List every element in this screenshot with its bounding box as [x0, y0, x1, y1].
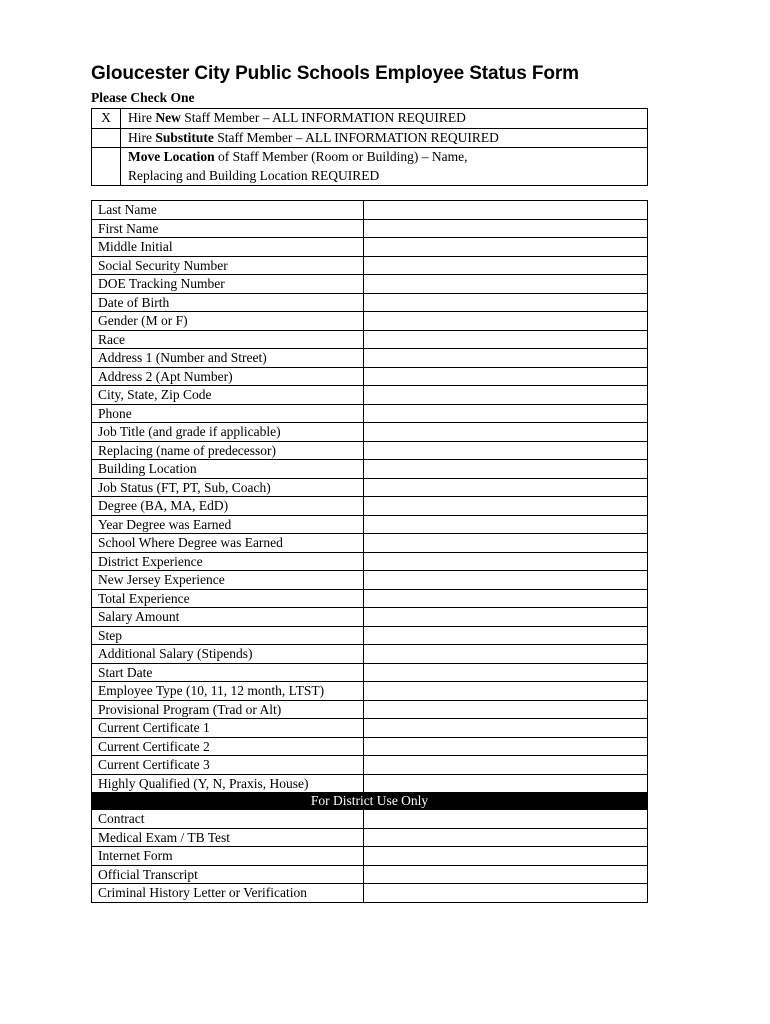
- district-use-header-row: [92, 793, 648, 810]
- field-input-total-experience[interactable]: [364, 589, 648, 608]
- field-input-school-where-degree-was-earned[interactable]: [364, 534, 648, 553]
- field-input-additional-salary-stipends[interactable]: [364, 645, 648, 664]
- option-row-substitute: [92, 128, 648, 148]
- field-input-step[interactable]: [364, 626, 648, 645]
- field-label: District Experience: [92, 552, 364, 571]
- field-input-district-experience[interactable]: [364, 552, 648, 571]
- field-row-last-name: [92, 201, 648, 220]
- field-input-address-1-number-and-street[interactable]: [364, 349, 648, 368]
- field-label: Middle Initial: [92, 238, 364, 257]
- field-row-middle-initial: [92, 238, 648, 257]
- field-label: Current Certificate 2: [92, 737, 364, 756]
- field-label: Replacing (name of predecessor): [92, 441, 364, 460]
- field-row-current-certificate-2: [92, 737, 648, 756]
- field-input-building-location[interactable]: [364, 460, 648, 479]
- option-label-move-location: Move Location of Staff Member (Room or Building) – Name, Replacing and Building Location REQUIRED: [121, 148, 648, 186]
- field-row-replacing-name-of-predecessor: [92, 441, 648, 460]
- field-input-provisional-program-trad-or-alt[interactable]: [364, 700, 648, 719]
- employee-fields-table: [91, 200, 648, 903]
- form-title: Gloucester City Public Schools Employee Status Form: [91, 63, 579, 84]
- field-row-city-state-zip-code: [92, 386, 648, 405]
- field-row-step: [92, 626, 648, 645]
- field-row-total-experience: [92, 589, 648, 608]
- field-row-highly-qualified-y-n-praxis-house: [92, 774, 648, 793]
- field-input-replacing-name-of-predecessor[interactable]: [364, 441, 648, 460]
- field-input-official-transcript[interactable]: [364, 865, 648, 884]
- field-row-race: [92, 330, 648, 349]
- field-row-year-degree-was-earned: [92, 515, 648, 534]
- field-input-degree-ba-ma-edd[interactable]: [364, 497, 648, 516]
- check-one-heading: Please Check One: [91, 90, 195, 105]
- field-input-last-name[interactable]: [364, 201, 648, 220]
- field-row-gender-m-or-f: [92, 312, 648, 331]
- field-label: Last Name: [92, 201, 364, 220]
- field-row-degree-ba-ma-edd: [92, 497, 648, 516]
- field-label: Contract: [92, 810, 364, 829]
- option-row-move-location: [92, 148, 648, 186]
- option-checkbox-new-staff[interactable]: X: [92, 109, 121, 129]
- field-label: Provisional Program (Trad or Alt): [92, 700, 364, 719]
- field-input-middle-initial[interactable]: [364, 238, 648, 257]
- field-label: Address 2 (Apt Number): [92, 367, 364, 386]
- field-label: Date of Birth: [92, 293, 364, 312]
- field-input-current-certificate-3[interactable]: [364, 756, 648, 775]
- field-row-job-title-and-grade-if-applicable: [92, 423, 648, 442]
- field-label: DOE Tracking Number: [92, 275, 364, 294]
- field-input-doe-tracking-number[interactable]: [364, 275, 648, 294]
- field-input-date-of-birth[interactable]: [364, 293, 648, 312]
- field-label: Year Degree was Earned: [92, 515, 364, 534]
- field-row-contract: [92, 810, 648, 829]
- field-row-salary-amount: [92, 608, 648, 627]
- field-row-doe-tracking-number: [92, 275, 648, 294]
- field-label: Current Certificate 1: [92, 719, 364, 738]
- field-input-current-certificate-1[interactable]: [364, 719, 648, 738]
- field-label: Address 1 (Number and Street): [92, 349, 364, 368]
- field-label: City, State, Zip Code: [92, 386, 364, 405]
- field-input-internet-form[interactable]: [364, 847, 648, 866]
- field-row-building-location: [92, 460, 648, 479]
- field-label: Race: [92, 330, 364, 349]
- field-label: Internet Form: [92, 847, 364, 866]
- field-row-employee-type-10-11-12-month-ltst: [92, 682, 648, 701]
- field-input-first-name[interactable]: [364, 219, 648, 238]
- field-label: School Where Degree was Earned: [92, 534, 364, 553]
- field-label: Building Location: [92, 460, 364, 479]
- status-options-table: [91, 108, 648, 186]
- option-checkbox-move-location[interactable]: [92, 148, 121, 186]
- field-label: Phone: [92, 404, 364, 423]
- field-row-phone: [92, 404, 648, 423]
- field-row-current-certificate-3: [92, 756, 648, 775]
- district-use-heading: For District Use Only: [92, 793, 648, 810]
- field-row-job-status-ft-pt-sub-coach: [92, 478, 648, 497]
- option-row-new-staff: [92, 109, 648, 129]
- field-row-date-of-birth: [92, 293, 648, 312]
- field-input-social-security-number[interactable]: [364, 256, 648, 275]
- field-row-current-certificate-1: [92, 719, 648, 738]
- field-input-gender-m-or-f[interactable]: [364, 312, 648, 331]
- field-label: Degree (BA, MA, EdD): [92, 497, 364, 516]
- option-label-substitute: Hire Substitute Staff Member – ALL INFORMATION REQUIRED: [121, 128, 648, 148]
- field-label: Employee Type (10, 11, 12 month, LTST): [92, 682, 364, 701]
- field-row-start-date: [92, 663, 648, 682]
- field-row-provisional-program-trad-or-alt: [92, 700, 648, 719]
- field-label: Step: [92, 626, 364, 645]
- field-row-official-transcript: [92, 865, 648, 884]
- field-row-internet-form: [92, 847, 648, 866]
- field-row-social-security-number: [92, 256, 648, 275]
- field-input-phone[interactable]: [364, 404, 648, 423]
- field-label: Official Transcript: [92, 865, 364, 884]
- field-row-school-where-degree-was-earned: [92, 534, 648, 553]
- field-input-criminal-history-letter-or-verification[interactable]: [364, 884, 648, 903]
- field-row-medical-exam-tb-test: [92, 828, 648, 847]
- field-input-employee-type-10-11-12-month-ltst[interactable]: [364, 682, 648, 701]
- field-input-job-title-and-grade-if-applicable[interactable]: [364, 423, 648, 442]
- field-row-additional-salary-stipends: [92, 645, 648, 664]
- field-label: Total Experience: [92, 589, 364, 608]
- field-label: Highly Qualified (Y, N, Praxis, House): [92, 774, 364, 793]
- field-row-address-2-apt-number: [92, 367, 648, 386]
- option-checkbox-substitute[interactable]: [92, 128, 121, 148]
- field-input-race[interactable]: [364, 330, 648, 349]
- option-label-new-staff: Hire New Staff Member – ALL INFORMATION REQUIRED: [121, 109, 648, 129]
- field-input-job-status-ft-pt-sub-coach[interactable]: [364, 478, 648, 497]
- field-input-new-jersey-experience[interactable]: [364, 571, 648, 590]
- field-row-criminal-history-letter-or-verification: [92, 884, 648, 903]
- field-label: Gender (M or F): [92, 312, 364, 331]
- field-label: Salary Amount: [92, 608, 364, 627]
- field-label: Start Date: [92, 663, 364, 682]
- field-label: Job Status (FT, PT, Sub, Coach): [92, 478, 364, 497]
- field-label: First Name: [92, 219, 364, 238]
- field-row-district-experience: [92, 552, 648, 571]
- field-input-current-certificate-2[interactable]: [364, 737, 648, 756]
- field-row-new-jersey-experience: [92, 571, 648, 590]
- field-input-contract[interactable]: [364, 810, 648, 829]
- field-row-address-1-number-and-street: [92, 349, 648, 368]
- field-label: Criminal History Letter or Verification: [92, 884, 364, 903]
- field-input-city-state-zip-code[interactable]: [364, 386, 648, 405]
- field-input-medical-exam-tb-test[interactable]: [364, 828, 648, 847]
- field-label: Current Certificate 3: [92, 756, 364, 775]
- field-label: Additional Salary (Stipends): [92, 645, 364, 664]
- field-input-highly-qualified-y-n-praxis-house[interactable]: [364, 774, 648, 793]
- field-input-address-2-apt-number[interactable]: [364, 367, 648, 386]
- field-label: New Jersey Experience: [92, 571, 364, 590]
- field-label: Social Security Number: [92, 256, 364, 275]
- field-row-first-name: [92, 219, 648, 238]
- field-label: Medical Exam / TB Test: [92, 828, 364, 847]
- field-input-salary-amount[interactable]: [364, 608, 648, 627]
- field-input-start-date[interactable]: [364, 663, 648, 682]
- field-label: Job Title (and grade if applicable): [92, 423, 364, 442]
- field-input-year-degree-was-earned[interactable]: [364, 515, 648, 534]
